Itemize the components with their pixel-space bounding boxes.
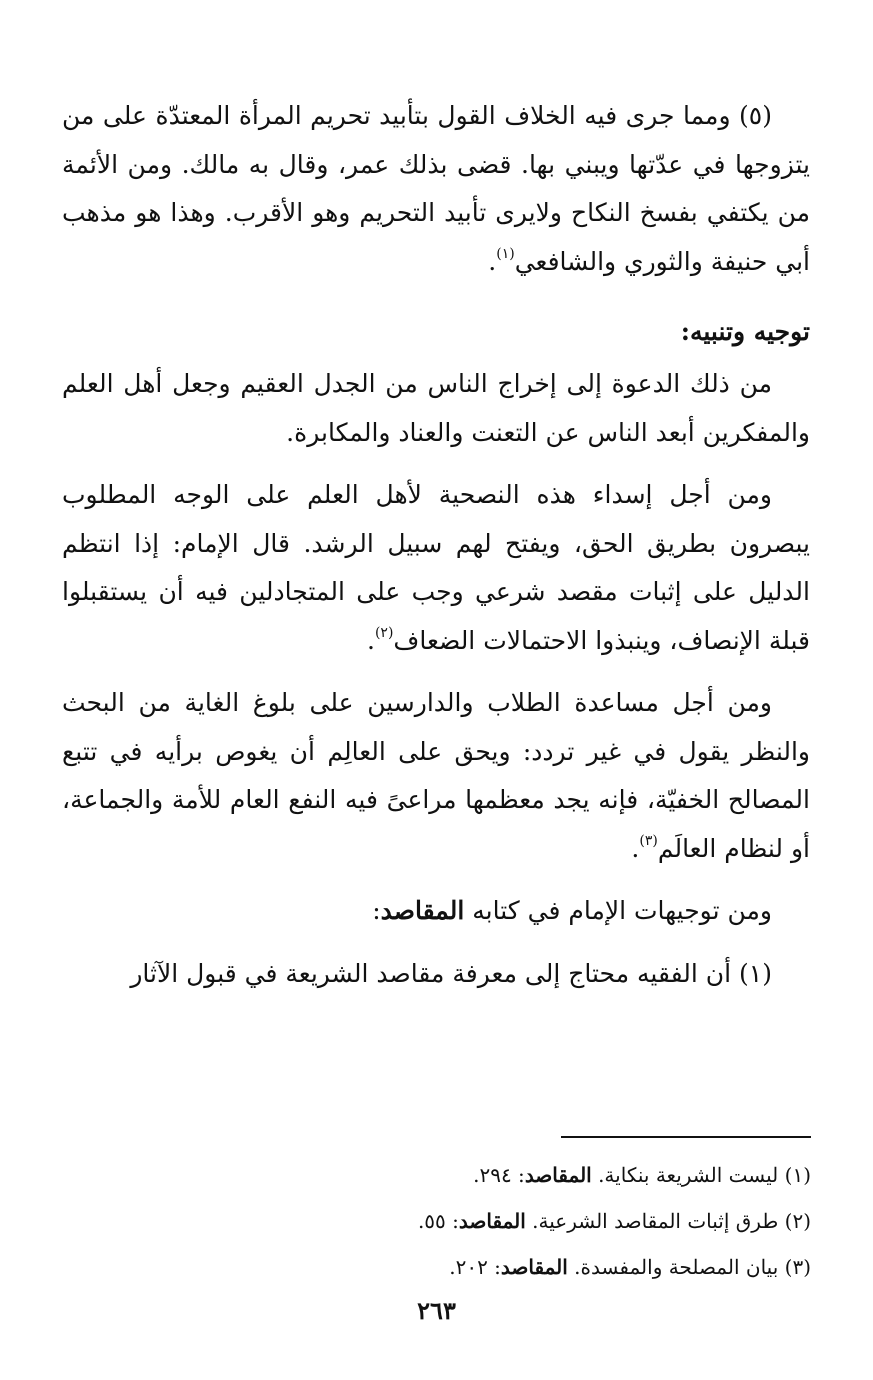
footnote-text: ليست الشريعة بنكاية. xyxy=(591,1163,779,1187)
footnote-ref-3[interactable]: (٣) xyxy=(639,832,658,849)
paragraph-advice-end: . xyxy=(367,625,375,655)
footnote-number: (١) xyxy=(784,1163,811,1187)
paragraph-directives-pre: ومن توجيهات الإمام في كتابه xyxy=(464,896,772,925)
book-title: المقاصد xyxy=(380,896,465,925)
paragraph-students-end: . xyxy=(631,833,640,863)
page-body xyxy=(62,92,810,998)
paragraph-5-end: . xyxy=(488,246,497,276)
footnote-page: : ٢٠٢. xyxy=(449,1255,501,1279)
paragraph-directives xyxy=(62,887,810,936)
footnote-number: (٣) xyxy=(784,1255,811,1279)
paragraph-directives-post: : xyxy=(372,896,381,925)
footnote-page: : ٥٥. xyxy=(417,1209,459,1233)
paragraph-advice xyxy=(62,471,810,665)
footnotes xyxy=(63,1152,811,1290)
paragraph-5 xyxy=(62,92,810,286)
paragraph-advice-text: ومن أجل إسداء هذه النصحية لأهل العلم على الوجه المطلوب يبصرون بطريق الحق، ويفتح لهم سبيل الرشد. قال الإمام: إذا انتظم الدليل على إثبات مقصد شرعي وجب على المتجادلين فيه أن يستقبلوا قبلة الإنصاف، وينبذوا الاحتمالات الضعاف xyxy=(62,480,810,655)
section-heading: توجيه وتنبيه: xyxy=(680,317,810,346)
footnote-text: طرق إثبات المقاصد الشرعية. xyxy=(525,1209,779,1233)
footnote-source: المقاصد xyxy=(458,1209,526,1233)
paragraph-5-text: (٥) ومما جرى فيه الخلاف القول بتأبيد تحريم المرأة المعتدّة على من يتزوجها في عدّتها ويبني بها. قضى بذلك عمر، وقال به مالك. ومن الأئمة من يكتفي بفسخ النكاح ولايرى تأبيد التحريم وهو الأقرب. وهذا هو مذهب أبي حنيفة والثوري والشافعي xyxy=(62,101,810,276)
footnote-2 xyxy=(63,1198,811,1244)
paragraph-students xyxy=(62,679,810,873)
paragraph-debate: من ذلك الدعوة إلى إخراج الناس من الجدل العقيم وجعل أهل العلم والمفكرين أبعد الناس عن التعنت والعناد والمكابرة. xyxy=(62,369,810,447)
page-number: ٢٦٣ xyxy=(417,1296,456,1325)
footnote-ref-1[interactable]: (١) xyxy=(496,245,515,262)
footnote-source: المقاصد xyxy=(500,1255,568,1279)
footnote-text: بيان المصلحة والمفسدة. xyxy=(567,1255,779,1279)
footnote-separator xyxy=(561,1136,811,1138)
paragraph-students-text: ومن أجل مساعدة الطلاب والدارسين على بلوغ الغاية من البحث والنظر يقول في غير تردد: ويحق على العالِم أن يغوص برأيه في تتبع المصالح الخفيّة، فإنه يجد معظمها مراعىً فيه النفع العام للأمة والجماعة، أو لنظام العالَم xyxy=(62,688,810,863)
footnote-number: (٢) xyxy=(784,1209,811,1233)
footnote-source: المقاصد xyxy=(524,1163,592,1187)
paragraph-item-1: (١) أن الفقيه محتاج إلى معرفة مقاصد الشريعة في قبول الآثار xyxy=(130,958,772,988)
footnote-page: : ٢٩٤. xyxy=(473,1163,525,1187)
footnote-1 xyxy=(63,1152,811,1198)
footnote-ref-2[interactable]: (٢) xyxy=(374,624,394,641)
footnote-3 xyxy=(63,1244,811,1290)
